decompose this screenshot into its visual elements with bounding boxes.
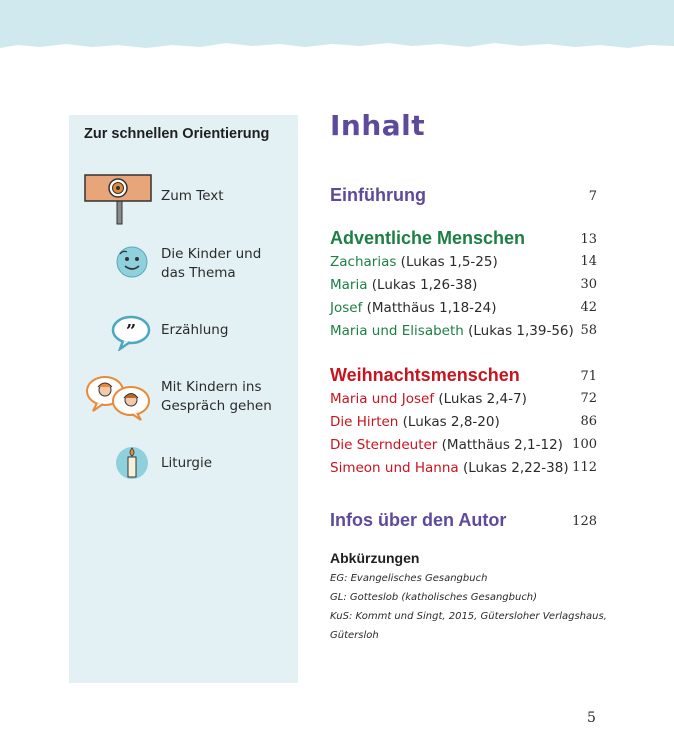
legend-item-children-theme	[69, 243, 298, 287]
toc-section-advent	[330, 228, 597, 252]
legend-item-liturgy	[69, 445, 298, 485]
abbreviations-heading: Abkürzungen	[330, 550, 420, 566]
toc-entry: Maria (Lukas 1,26-38) 30	[330, 277, 597, 293]
toc-entry: Josef (Matthäus 1,18-24) 42	[330, 300, 597, 316]
toc-entry: Simeon und Hanna (Lukas 2,22-38) 112	[330, 460, 597, 476]
toc-section-christmas	[330, 365, 597, 389]
toc-intro-title: Einführung	[330, 185, 426, 205]
toc-section-advent-page: 13	[580, 232, 597, 247]
page-number: 5	[587, 710, 596, 726]
toc-author	[330, 510, 597, 534]
torn-paper-band	[0, 0, 674, 60]
signpost-target-icon	[83, 173, 153, 225]
toc-author-page: 128	[572, 514, 597, 529]
toc-intro	[330, 185, 597, 209]
legend-item-conversation	[69, 375, 298, 423]
toc-entry: Die Sterndeuter (Matthäus 2,1-12) 100	[330, 437, 597, 453]
legend-item-story	[69, 315, 298, 355]
speech-bubble-quote-icon	[111, 315, 151, 351]
abbreviation-line: Gütersloh	[330, 630, 379, 641]
toc-author-title: Infos über den Autor	[330, 510, 507, 530]
page-title: Inhalt	[330, 109, 426, 142]
toc-intro-page: 7	[588, 189, 597, 204]
svg-text:”: ”	[125, 321, 137, 342]
legend-item-text	[69, 173, 298, 225]
sidebar-title: Zur schnellen Orientierung	[84, 126, 270, 142]
orientation-sidebar	[69, 115, 298, 683]
legend-label-story: Erzählung	[161, 322, 229, 338]
abbreviation-line: GL: Gotteslob (katholisches Gesangbuch)	[330, 592, 538, 603]
candle-icon	[114, 445, 150, 481]
legend-label-conversation: Mit Kindern ins Gespräch gehen	[161, 379, 272, 414]
legend-label-liturgy: Liturgie	[161, 455, 213, 471]
two-kids-speech-bubbles-icon	[85, 375, 151, 421]
smiley-face-icon	[115, 245, 149, 279]
legend-label-children-theme: Die Kinder und das Thema	[161, 246, 262, 281]
toc-section-christmas-page: 71	[580, 369, 597, 384]
toc-entry: Die Hirten (Lukas 2,8-20) 86	[330, 414, 597, 430]
legend-label-text: Zum Text	[161, 188, 224, 204]
toc-section-advent-title: Adventliche Menschen	[330, 228, 526, 248]
toc-entry: Zacharias (Lukas 1,5-25) 14	[330, 254, 597, 270]
abbreviation-line: EG: Evangelisches Gesangbuch	[330, 573, 488, 584]
toc-entry: Maria und Elisabeth (Lukas 1,39-56) 58	[330, 323, 597, 339]
toc-section-christmas-title: Weihnachtsmenschen	[330, 365, 520, 385]
toc-entry: Maria und Josef (Lukas 2,4-7) 72	[330, 391, 597, 407]
abbreviation-line: KuS: Kommt und Singt, 2015, Gütersloher Verlagshaus,	[330, 611, 607, 622]
